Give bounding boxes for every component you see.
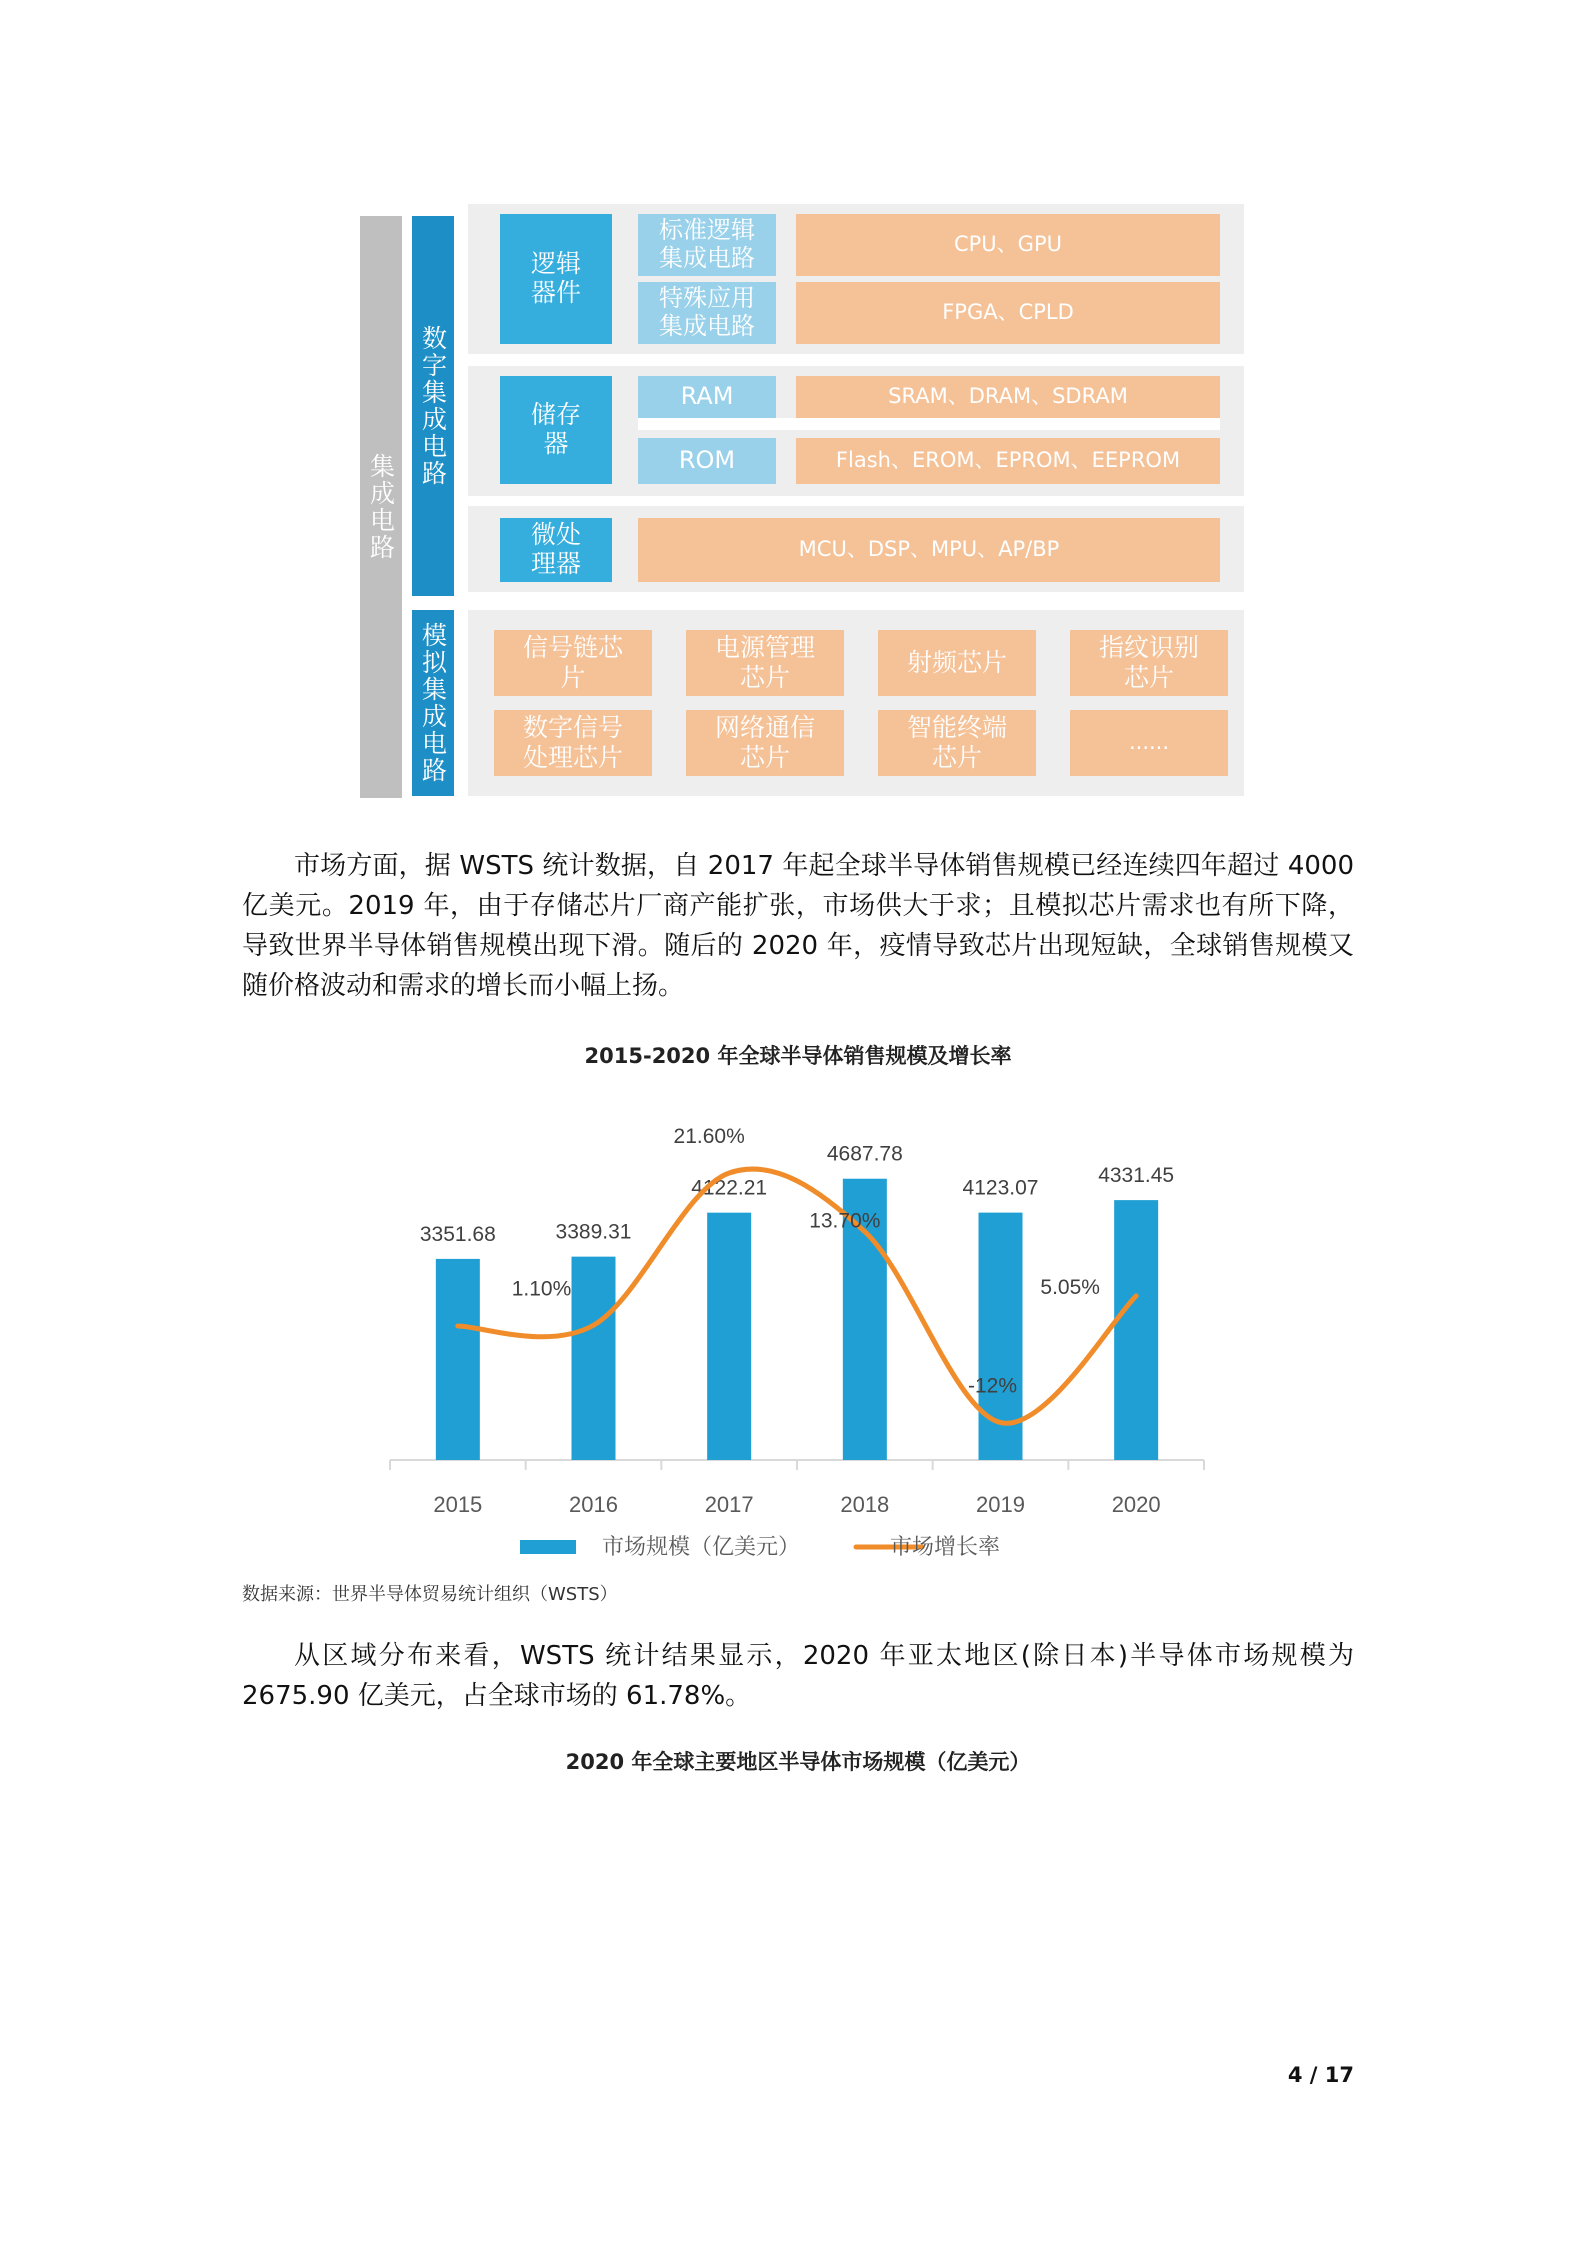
logic-device-label: 逻辑器件 — [500, 214, 612, 344]
analog-item-3: 射频芯片 — [878, 630, 1036, 696]
ic-category-bar — [360, 216, 402, 798]
analog-item-2: 电源管理芯片 — [686, 630, 844, 696]
bar-value-label: 3351.68 — [419, 1222, 496, 1246]
bar-value-label: 4687.78 — [826, 1142, 903, 1166]
growth-rate-label: 13.70% — [809, 1209, 881, 1233]
analog-item-6: 网络通信芯片 — [686, 710, 844, 776]
microprocessor-items: MCU、DSP、MPU、AP/BP — [638, 518, 1220, 582]
rom-items: Flash、EROM、EPROM、EEPROM — [796, 438, 1220, 484]
standard-logic-ic-label: 标准逻辑集成电路 — [638, 214, 776, 276]
memory-label: 储存器 — [500, 376, 612, 484]
paragraph-market-text: 市场方面，据 WSTS 统计数据，自 2017 年起全球半导体销售规模已经连续四年超过 4000 亿美元。2019 年，由于存储芯片厂商产能扩张，市场供大于求；且模拟芯片需求也有所下降，导致世界半导体销售规模出现下滑。随后的 2020 年，疫情导致芯片出现短缺，全球销售规模又随价格波动和需求的增长而小幅上扬。 — [242, 851, 1354, 1001]
bar-value-label: 4122.21 — [691, 1176, 768, 1200]
logic-row-2-items: FPGA、CPLD — [796, 282, 1220, 344]
legend-line-label: 市场增长率 — [890, 1535, 1001, 1560]
x-tick-label: 2018 — [840, 1492, 890, 1517]
paragraph-region — [242, 1636, 1354, 1716]
logic-row-1-items: CPU、GPU — [796, 214, 1220, 276]
legend-bar-label: 市场规模（亿美元） — [602, 1535, 801, 1560]
growth-rate-label: 21.60% — [673, 1124, 745, 1148]
analog-item-8: ...... — [1070, 710, 1228, 776]
analog-item-1: 信号链芯片 — [494, 630, 652, 696]
ram-items: SRAM、DRAM、SDRAM — [796, 376, 1220, 418]
analog-ic-bar — [412, 610, 454, 796]
sales-chart-svg — [242, 1090, 1354, 1620]
data-source: 数据来源：世界半导体贸易统计组织（WSTS） — [242, 1584, 618, 1605]
analog-item-7: 智能终端芯片 — [878, 710, 1036, 776]
page-number: 4 / 17 — [1287, 2063, 1354, 2087]
x-tick-label: 2019 — [976, 1492, 1025, 1517]
analog-item-5: 数字信号处理芯片 — [494, 710, 652, 776]
ic-category-label: 集成电路 — [366, 453, 396, 561]
microprocessor-label: 微处理器 — [500, 518, 612, 582]
x-tick-label: 2017 — [704, 1492, 754, 1517]
growth-rate-label: -12% — [967, 1374, 1018, 1398]
paragraph-region-text: 从区域分布来看，WSTS 统计结果显示，2020 年亚太地区(除日本)半导体市场规模为 2675.90 亿美元，占全球市场的 61.78%。 — [242, 1641, 1354, 1711]
bar-2020 — [1114, 1200, 1158, 1460]
bar-value-label: 4123.07 — [962, 1176, 1039, 1200]
growth-rate-label: 5.05% — [1040, 1275, 1100, 1299]
bar-value-label: 3389.31 — [555, 1220, 632, 1244]
bar-value-label: 4331.45 — [1098, 1164, 1175, 1188]
bar-2016 — [572, 1257, 616, 1460]
rom-label: ROM — [638, 438, 776, 484]
digital-ic-bar — [412, 216, 454, 596]
chart2-title: 2020 年全球主要地区半导体市场规模（亿美元） — [565, 1750, 1031, 1774]
memory-separator — [638, 418, 1220, 430]
chart-title: 2015-2020 年全球半导体销售规模及增长率 — [584, 1044, 1012, 1068]
growth-rate-label: 1.10% — [511, 1277, 572, 1301]
bar-2015 — [436, 1259, 480, 1460]
analog-item-4: 指纹识别芯片 — [1070, 630, 1228, 696]
ram-label: RAM — [638, 376, 776, 418]
paragraph-market — [242, 846, 1354, 1006]
bar-2017 — [707, 1213, 751, 1460]
x-tick-label: 2015 — [433, 1492, 483, 1517]
analog-ic-label: 模拟集成电路 — [418, 622, 448, 784]
x-tick-label: 2016 — [569, 1492, 618, 1517]
digital-ic-label: 数字集成电路 — [418, 325, 448, 487]
legend-bar-swatch — [520, 1540, 576, 1554]
x-tick-label: 2020 — [1111, 1492, 1161, 1517]
asic-label: 特殊应用集成电路 — [638, 282, 776, 344]
sales-chart — [242, 1090, 1354, 1620]
